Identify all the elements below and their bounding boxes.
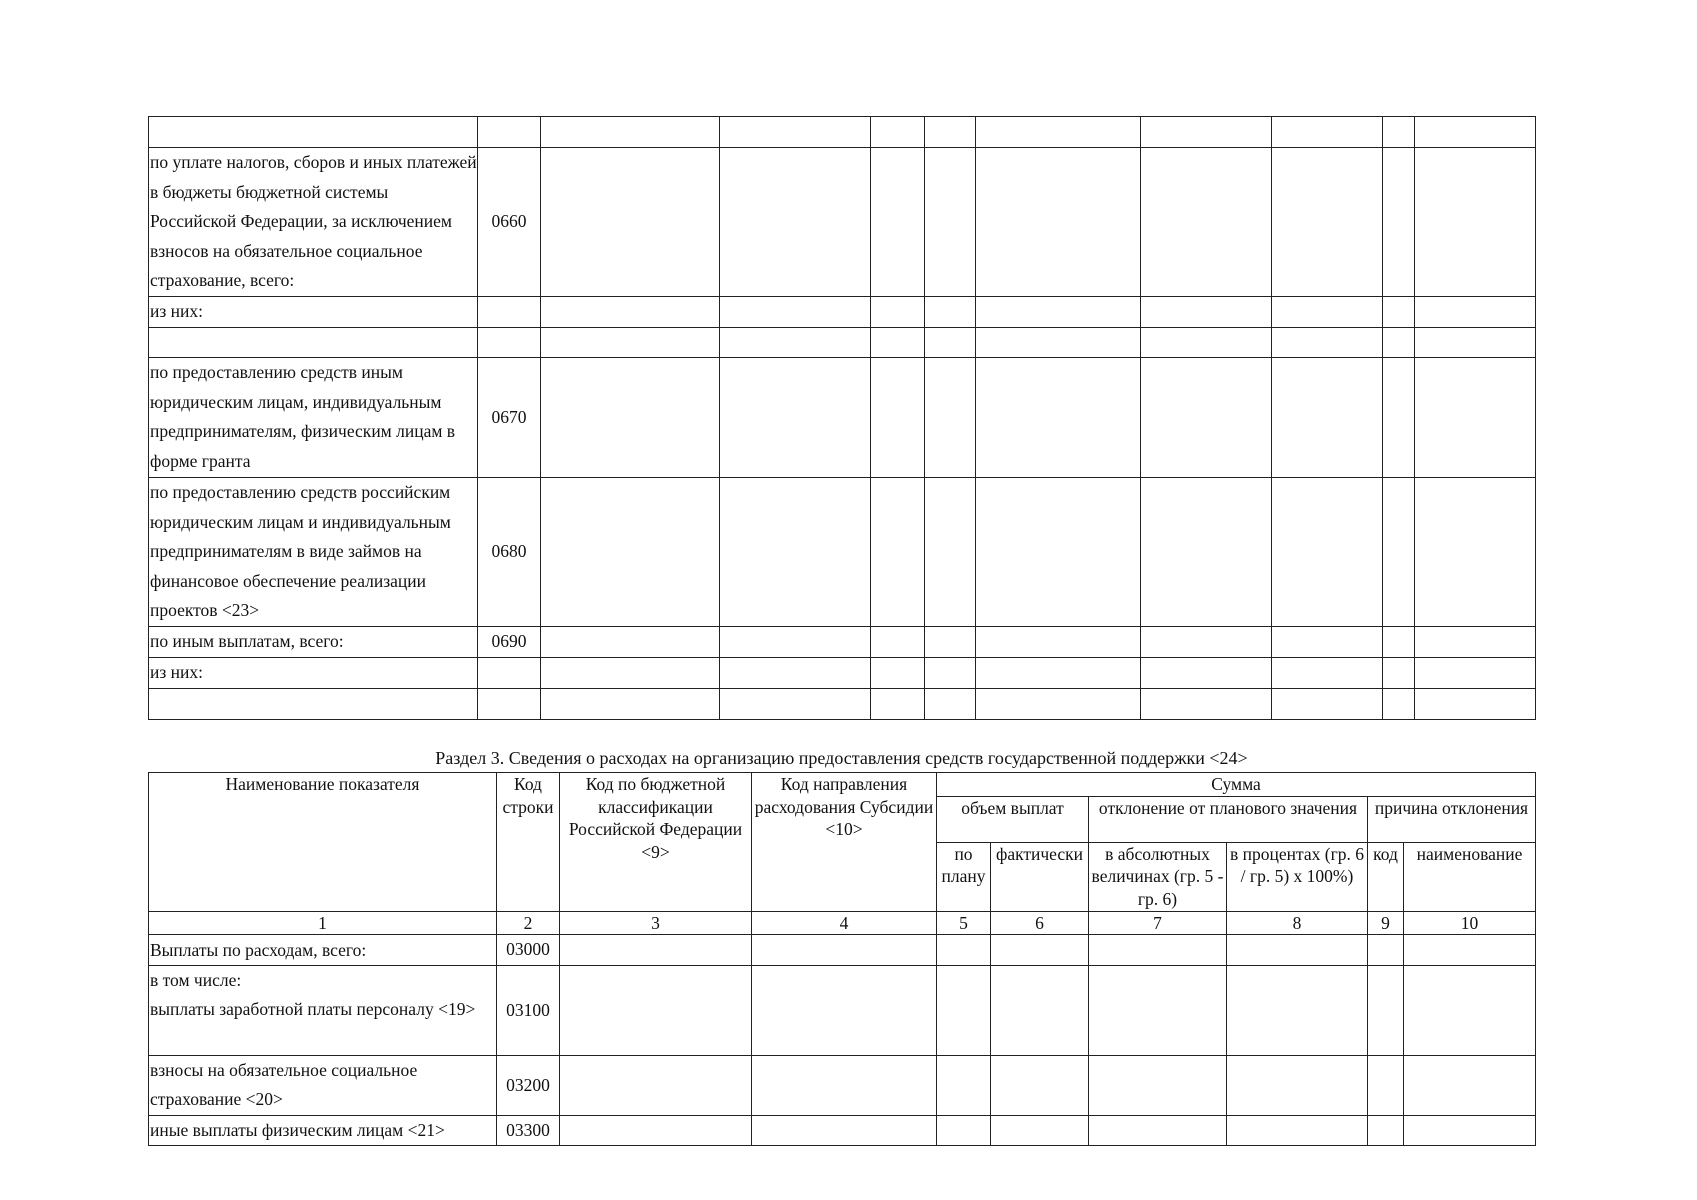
value-cell bbox=[560, 965, 752, 1055]
value-cell bbox=[752, 965, 937, 1055]
column-number: 4 bbox=[752, 911, 937, 934]
value-cell bbox=[871, 478, 925, 627]
value-cell bbox=[871, 358, 925, 478]
value-cell bbox=[720, 689, 871, 720]
header-plan-deviation: отклонение от планового значения bbox=[1089, 796, 1368, 842]
value-cell bbox=[976, 358, 1141, 478]
value-cell bbox=[1415, 658, 1536, 689]
value-cell bbox=[976, 117, 1141, 148]
indicator-name-cell: по иным выплатам, всего: bbox=[149, 627, 478, 658]
row-code-cell bbox=[478, 117, 541, 148]
table-row bbox=[149, 965, 1536, 1055]
indicator-name-cell: иные выплаты физическим лицам <21> bbox=[149, 1115, 497, 1145]
header-reason-name: наименование bbox=[1404, 842, 1536, 911]
column-number: 3 bbox=[560, 911, 752, 934]
table-row bbox=[149, 1055, 1536, 1115]
column-number: 8 bbox=[1227, 911, 1368, 934]
row-code-cell bbox=[478, 689, 541, 720]
header-indicator-name: Наименование показателя bbox=[149, 773, 497, 912]
header-plan: по плану bbox=[937, 842, 991, 911]
value-cell bbox=[1141, 358, 1272, 478]
indicator-name-cell bbox=[149, 117, 478, 148]
value-cell bbox=[976, 627, 1141, 658]
table-row bbox=[149, 658, 1536, 689]
value-cell bbox=[925, 297, 976, 328]
value-cell bbox=[976, 148, 1141, 297]
value-cell bbox=[752, 1115, 937, 1145]
value-cell bbox=[560, 1115, 752, 1145]
table-row bbox=[149, 478, 1536, 627]
table-row bbox=[149, 328, 1536, 358]
value-cell bbox=[720, 358, 871, 478]
value-cell bbox=[976, 658, 1141, 689]
value-cell bbox=[1415, 358, 1536, 478]
value-cell bbox=[976, 328, 1141, 358]
value-cell bbox=[1272, 117, 1383, 148]
value-cell bbox=[1141, 689, 1272, 720]
value-cell bbox=[1368, 1115, 1404, 1145]
value-cell bbox=[976, 478, 1141, 627]
table-row bbox=[149, 934, 1536, 965]
column-number: 2 bbox=[497, 911, 560, 934]
header-budget-classification-code: Код по бюджетной классификации Российской Федерации <9> bbox=[560, 773, 752, 912]
value-cell bbox=[991, 934, 1089, 965]
table-row bbox=[149, 358, 1536, 478]
row-code-cell: 03200 bbox=[497, 1055, 560, 1115]
value-cell bbox=[1089, 965, 1227, 1055]
value-cell bbox=[1415, 148, 1536, 297]
value-cell bbox=[1383, 117, 1415, 148]
value-cell bbox=[1404, 1115, 1536, 1145]
column-number: 10 bbox=[1404, 911, 1536, 934]
value-cell bbox=[720, 117, 871, 148]
value-cell bbox=[871, 148, 925, 297]
value-cell bbox=[541, 328, 720, 358]
value-cell bbox=[1272, 358, 1383, 478]
header-actual: фактически bbox=[991, 842, 1089, 911]
row-code-cell: 0670 bbox=[478, 358, 541, 478]
value-cell bbox=[1383, 689, 1415, 720]
value-cell bbox=[720, 658, 871, 689]
value-cell bbox=[1227, 965, 1368, 1055]
column-number: 5 bbox=[937, 911, 991, 934]
header-deviation-percent: в процентах (гр. 6 / гр. 5) x 100%) bbox=[1227, 842, 1368, 911]
value-cell bbox=[1089, 1115, 1227, 1145]
value-cell bbox=[1272, 297, 1383, 328]
row-code-cell bbox=[478, 297, 541, 328]
value-cell bbox=[925, 117, 976, 148]
value-cell bbox=[1415, 627, 1536, 658]
value-cell bbox=[541, 658, 720, 689]
header-reason-code: код bbox=[1368, 842, 1404, 911]
value-cell bbox=[1141, 478, 1272, 627]
value-cell bbox=[541, 148, 720, 297]
table-row bbox=[149, 689, 1536, 720]
value-cell bbox=[1141, 117, 1272, 148]
value-cell bbox=[752, 934, 937, 965]
value-cell bbox=[1383, 148, 1415, 297]
indicator-name-cell: по предоставлению средств российским юридическим лицам и индивидуальным предпринимателям в виде займов на финансовое обеспечение реализации проектов <23> bbox=[149, 478, 478, 627]
value-cell bbox=[925, 148, 976, 297]
value-cell bbox=[720, 297, 871, 328]
value-cell bbox=[937, 1055, 991, 1115]
value-cell bbox=[1404, 934, 1536, 965]
header-row-code: Код строки bbox=[497, 773, 560, 912]
section-3-table bbox=[148, 772, 1536, 1146]
value-cell bbox=[1415, 297, 1536, 328]
row-code-cell: 03000 bbox=[497, 934, 560, 965]
column-number: 1 bbox=[149, 911, 497, 934]
value-cell bbox=[871, 328, 925, 358]
value-cell bbox=[1141, 297, 1272, 328]
value-cell bbox=[720, 148, 871, 297]
value-cell bbox=[1089, 1055, 1227, 1115]
value-cell bbox=[991, 1055, 1089, 1115]
value-cell bbox=[925, 358, 976, 478]
header-payment-volume: объем выплат bbox=[937, 796, 1089, 842]
header-expenditure-direction-code: Код направления расходования Субсидии <10> bbox=[752, 773, 937, 912]
value-cell bbox=[1227, 1055, 1368, 1115]
value-cell bbox=[1383, 358, 1415, 478]
indicator-name-cell: по предоставлению средств иным юридическим лицам, индивидуальным предпринимателям, физическим лицам в форме гранта bbox=[149, 358, 478, 478]
value-cell bbox=[976, 689, 1141, 720]
table-row bbox=[149, 117, 1536, 148]
value-cell bbox=[925, 627, 976, 658]
row-code-cell: 03100 bbox=[497, 965, 560, 1055]
value-cell bbox=[560, 1055, 752, 1115]
value-cell bbox=[1368, 1055, 1404, 1115]
value-cell bbox=[1415, 689, 1536, 720]
row-code-cell: 0690 bbox=[478, 627, 541, 658]
value-cell bbox=[1089, 934, 1227, 965]
value-cell bbox=[925, 478, 976, 627]
value-cell bbox=[1415, 478, 1536, 627]
value-cell bbox=[720, 328, 871, 358]
value-cell bbox=[541, 297, 720, 328]
value-cell bbox=[720, 627, 871, 658]
value-cell bbox=[541, 627, 720, 658]
value-cell bbox=[1141, 148, 1272, 297]
table-row bbox=[149, 627, 1536, 658]
indicator-name-cell: из них: bbox=[149, 658, 478, 689]
value-cell bbox=[925, 689, 976, 720]
table-row bbox=[149, 297, 1536, 328]
value-cell bbox=[991, 1115, 1089, 1145]
value-cell bbox=[925, 658, 976, 689]
indicator-name-cell: по уплате налогов, сборов и иных платежей в бюджеты бюджетной системы Российской Федерации, за исключением взносов на обязательное социальное страхование, всего: bbox=[149, 148, 478, 297]
value-cell bbox=[1141, 328, 1272, 358]
value-cell bbox=[1141, 627, 1272, 658]
row-code-cell: 0660 bbox=[478, 148, 541, 297]
value-cell bbox=[871, 117, 925, 148]
value-cell bbox=[871, 658, 925, 689]
column-number: 9 bbox=[1368, 911, 1404, 934]
header-deviation-absolute: в абсолютных величинах (гр. 5 - гр. 6) bbox=[1089, 842, 1227, 911]
value-cell bbox=[991, 965, 1089, 1055]
value-cell bbox=[1272, 478, 1383, 627]
header-sum: Сумма bbox=[937, 773, 1536, 797]
value-cell bbox=[1227, 934, 1368, 965]
value-cell bbox=[1368, 965, 1404, 1055]
value-cell bbox=[1272, 328, 1383, 358]
column-number: 7 bbox=[1089, 911, 1227, 934]
value-cell bbox=[1404, 1055, 1536, 1115]
expenses-table-continuation bbox=[148, 116, 1536, 720]
value-cell bbox=[752, 1055, 937, 1115]
value-cell bbox=[937, 934, 991, 965]
row-code-cell: 03300 bbox=[497, 1115, 560, 1145]
table-row bbox=[149, 1115, 1536, 1145]
value-cell bbox=[937, 965, 991, 1055]
indicator-name-cell bbox=[149, 689, 478, 720]
value-cell bbox=[1272, 689, 1383, 720]
indicator-name-cell: в том числе: выплаты заработной платы персоналу <19> bbox=[149, 965, 497, 1055]
value-cell bbox=[1383, 627, 1415, 658]
value-cell bbox=[541, 358, 720, 478]
value-cell bbox=[560, 934, 752, 965]
value-cell bbox=[1415, 328, 1536, 358]
row-code-cell bbox=[478, 328, 541, 358]
value-cell bbox=[871, 627, 925, 658]
value-cell bbox=[976, 297, 1141, 328]
indicator-name-cell: взносы на обязательное социальное страхование <20> bbox=[149, 1055, 497, 1115]
value-cell bbox=[1272, 627, 1383, 658]
header-deviation-reason: причина отклонения bbox=[1368, 796, 1536, 842]
indicator-name-cell: Выплаты по расходам, всего: bbox=[149, 934, 497, 965]
value-cell bbox=[1368, 934, 1404, 965]
value-cell bbox=[1383, 328, 1415, 358]
table-row bbox=[149, 148, 1536, 297]
value-cell bbox=[1404, 965, 1536, 1055]
value-cell bbox=[871, 689, 925, 720]
value-cell bbox=[1383, 297, 1415, 328]
value-cell bbox=[937, 1115, 991, 1145]
value-cell bbox=[1415, 117, 1536, 148]
value-cell bbox=[1383, 658, 1415, 689]
value-cell bbox=[541, 478, 720, 627]
value-cell bbox=[1141, 658, 1272, 689]
value-cell bbox=[720, 478, 871, 627]
value-cell bbox=[1383, 478, 1415, 627]
value-cell bbox=[1227, 1115, 1368, 1145]
section-3-title: Раздел 3. Сведения о расходах на организацию предоставления средств государственной поддержки <24> bbox=[435, 748, 1248, 768]
row-code-cell bbox=[478, 658, 541, 689]
value-cell bbox=[871, 297, 925, 328]
value-cell bbox=[1272, 658, 1383, 689]
row-code-cell: 0680 bbox=[478, 478, 541, 627]
indicator-name-cell bbox=[149, 328, 478, 358]
value-cell bbox=[541, 689, 720, 720]
indicator-name-cell: из них: bbox=[149, 297, 478, 328]
value-cell bbox=[925, 328, 976, 358]
column-number: 6 bbox=[991, 911, 1089, 934]
value-cell bbox=[1272, 148, 1383, 297]
value-cell bbox=[541, 117, 720, 148]
